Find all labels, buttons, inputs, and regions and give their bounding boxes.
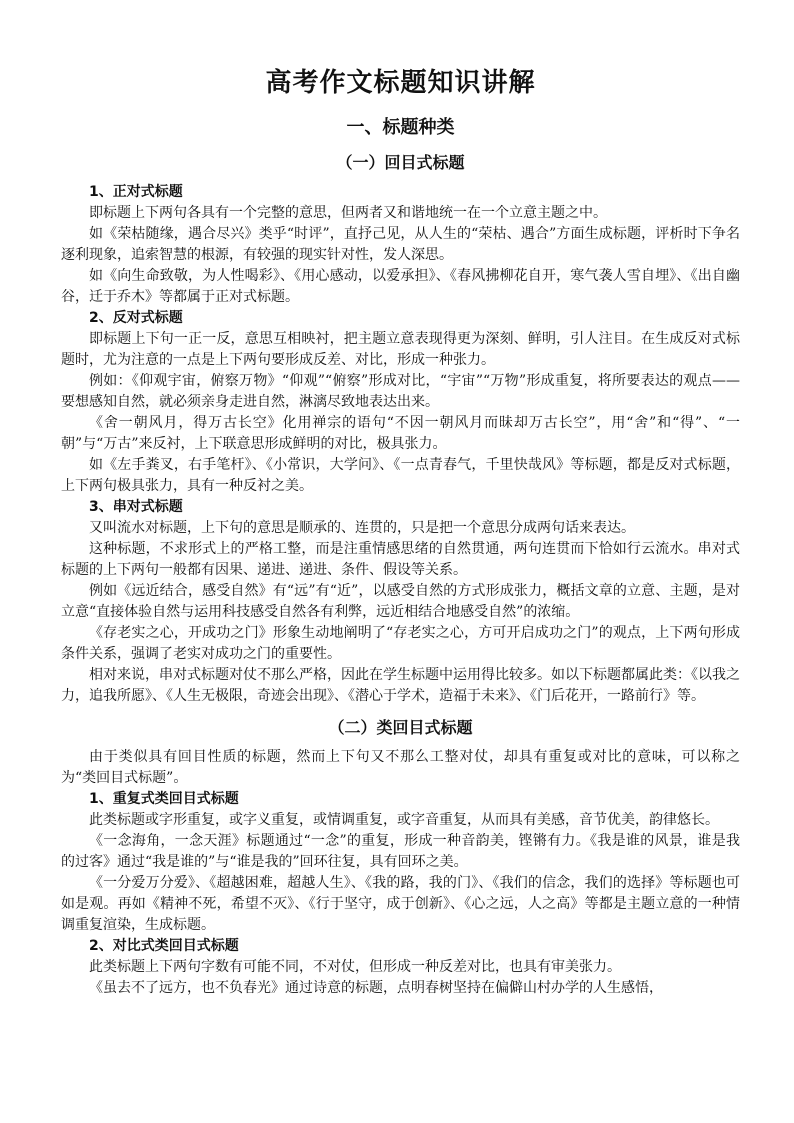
paragraph: 《舍一朝风月，得万古长空》化用禅宗的语句“不因一朝风月而昧却万古长空”，用“舍”和“得”、“一朝”与“万古”来反衬，上下联意思形成鲜明的对比，极具张力。 [61, 415, 740, 452]
paragraph: 《一念海角，一念天涯》标题通过“一念”的重复，形成一种音韵美，铿锵有力。《我是谁的风景，谁是我的过客》通过“我是谁的”与“谁是我的”回环往复，具有回环之美。 [61, 833, 740, 870]
paragraph: 如《左手粪叉，右手笔杆》、《小常识，大学问》、《一点青春气，千里快哉风》等标题，都是反对式标题，上下两句极具张力，具有一种反衬之美。 [61, 457, 740, 494]
block-chuandui [61, 497, 740, 707]
paragraph: 《虽去不了远方，也不负春光》通过诗意的标题，点明春树坚持在偏僻山村办学的人生感悟， [89, 980, 663, 996]
subsection-title-huimu: （一）回目式标题 [336, 153, 465, 172]
paragraph: 如《向生命致敬，为人性喝彩》、《用心感动，以爱承担》、《春风拂柳花自开，寒气袭人雪自埋》、《出自幽谷，迁于乔木》等都属于正对式标题。 [61, 268, 740, 305]
section-title-types: 一、标题种类 [346, 117, 455, 138]
paragraph: 相对来说，串对式标题对仗不那么严格，因此在学生标题中运用得比较多。如以下标题都属此类：《以我之力，追我所愿》、《人生无极限，奇迹会出现》、《潜心于学术，造福于未来》、《门后花开，一路前行》等。 [61, 667, 740, 704]
paragraph: 例如《远近结合，感受自然》有“远”有“近”，以感受自然的方式形成张力，概括文章的立意、主题，是对立意“直接体验自然与运用科技感受自然各有利弊，远近相结合地感受自然”的浓缩。 [61, 583, 740, 620]
heading-chongfu: 1、重复式类回目式标题 [89, 791, 239, 807]
block-zhengdui [61, 182, 740, 308]
paragraph: 例如：《仰观宇宙，俯察万物》“仰观”“俯察”形成对比，“宇宙”“万物”形成重复，将所要表达的观点——要想感知自然，就必须亲身走进自然，淋漓尽致地表达出来。 [61, 373, 740, 410]
heading-fandui: 2、反对式标题 [89, 310, 183, 326]
subsection-title-lei-huimu: （二）类回目式标题 [328, 718, 473, 737]
heading-zhengdui: 1、正对式标题 [89, 184, 183, 200]
paragraph-intro: 由于类似具有回目性质的标题，然而上下句又不那么工整对仗，却具有重复或对比的意味，可以称之为“类回目式标题”。 [61, 749, 740, 786]
paragraph: 《存老实之心，开成功之门》形象生动地阐明了“存老实之心，方可开启成功之门”的观点，上下两句形成条件关系，强调了老实对成功之门的重要性。 [61, 625, 740, 662]
paragraph: 此类标题上下两句字数有可能不同，不对仗，但形成一种反差对比，也具有审美张力。 [89, 959, 621, 975]
block-duibi [61, 936, 740, 999]
paragraph: 如《荣枯随缘，遇合尽兴》类乎“时评”，直抒己见，从人生的“荣枯、遇合”方面生成标题，评析时下争名逐利现象，追索智慧的根源，有较强的现实针对性，发人深思。 [61, 226, 740, 263]
paragraph: 此类标题或字形重复，或字义重复，或情调重复，或字音重复，从而具有美感，音节优美，韵律悠长。 [89, 812, 719, 828]
paragraph: 又叫流水对标题，上下句的意思是顺承的、连贯的，只是把一个意思分成两句话来表达。 [89, 520, 635, 536]
paragraph: 即标题上下句一正一反，意思互相映衬，把主题立意表现得更为深刻、鲜明，引人注目。在生成反对式标题时，尤为注意的一点是上下两句要形成反差、对比，形成一种张力。 [61, 331, 740, 368]
paragraph: 这种标题，不求形式上的严格工整，而是注重情感思绪的自然贯通，两句连贯而下恰如行云流水。串对式标题的上下两句一般都有因果、递进、递进、条件、假设等关系。 [61, 541, 740, 578]
paragraph: 《一分爱万分爱》、《超越困难，超越人生》、《我的路，我的门》、《我们的信念，我们的选择》等标题也可如是观。再如《精神不死，希望不灭》、《行于坚守，成于创新》、《心之远，人之高》等都是主题立意的一种情调重复渲染，生成标题。 [61, 875, 740, 933]
document-title: 高考作文标题知识讲解 [265, 68, 536, 98]
heading-duibi: 2、对比式类回目式标题 [89, 938, 239, 954]
paragraph: 即标题上下两句各具有一个完整的意思，但两者又和谐地统一在一个立意主题之中。 [89, 205, 607, 221]
heading-chuandui: 3、串对式标题 [89, 499, 183, 515]
block-chongfu [61, 789, 740, 936]
block-fandui [61, 308, 740, 497]
